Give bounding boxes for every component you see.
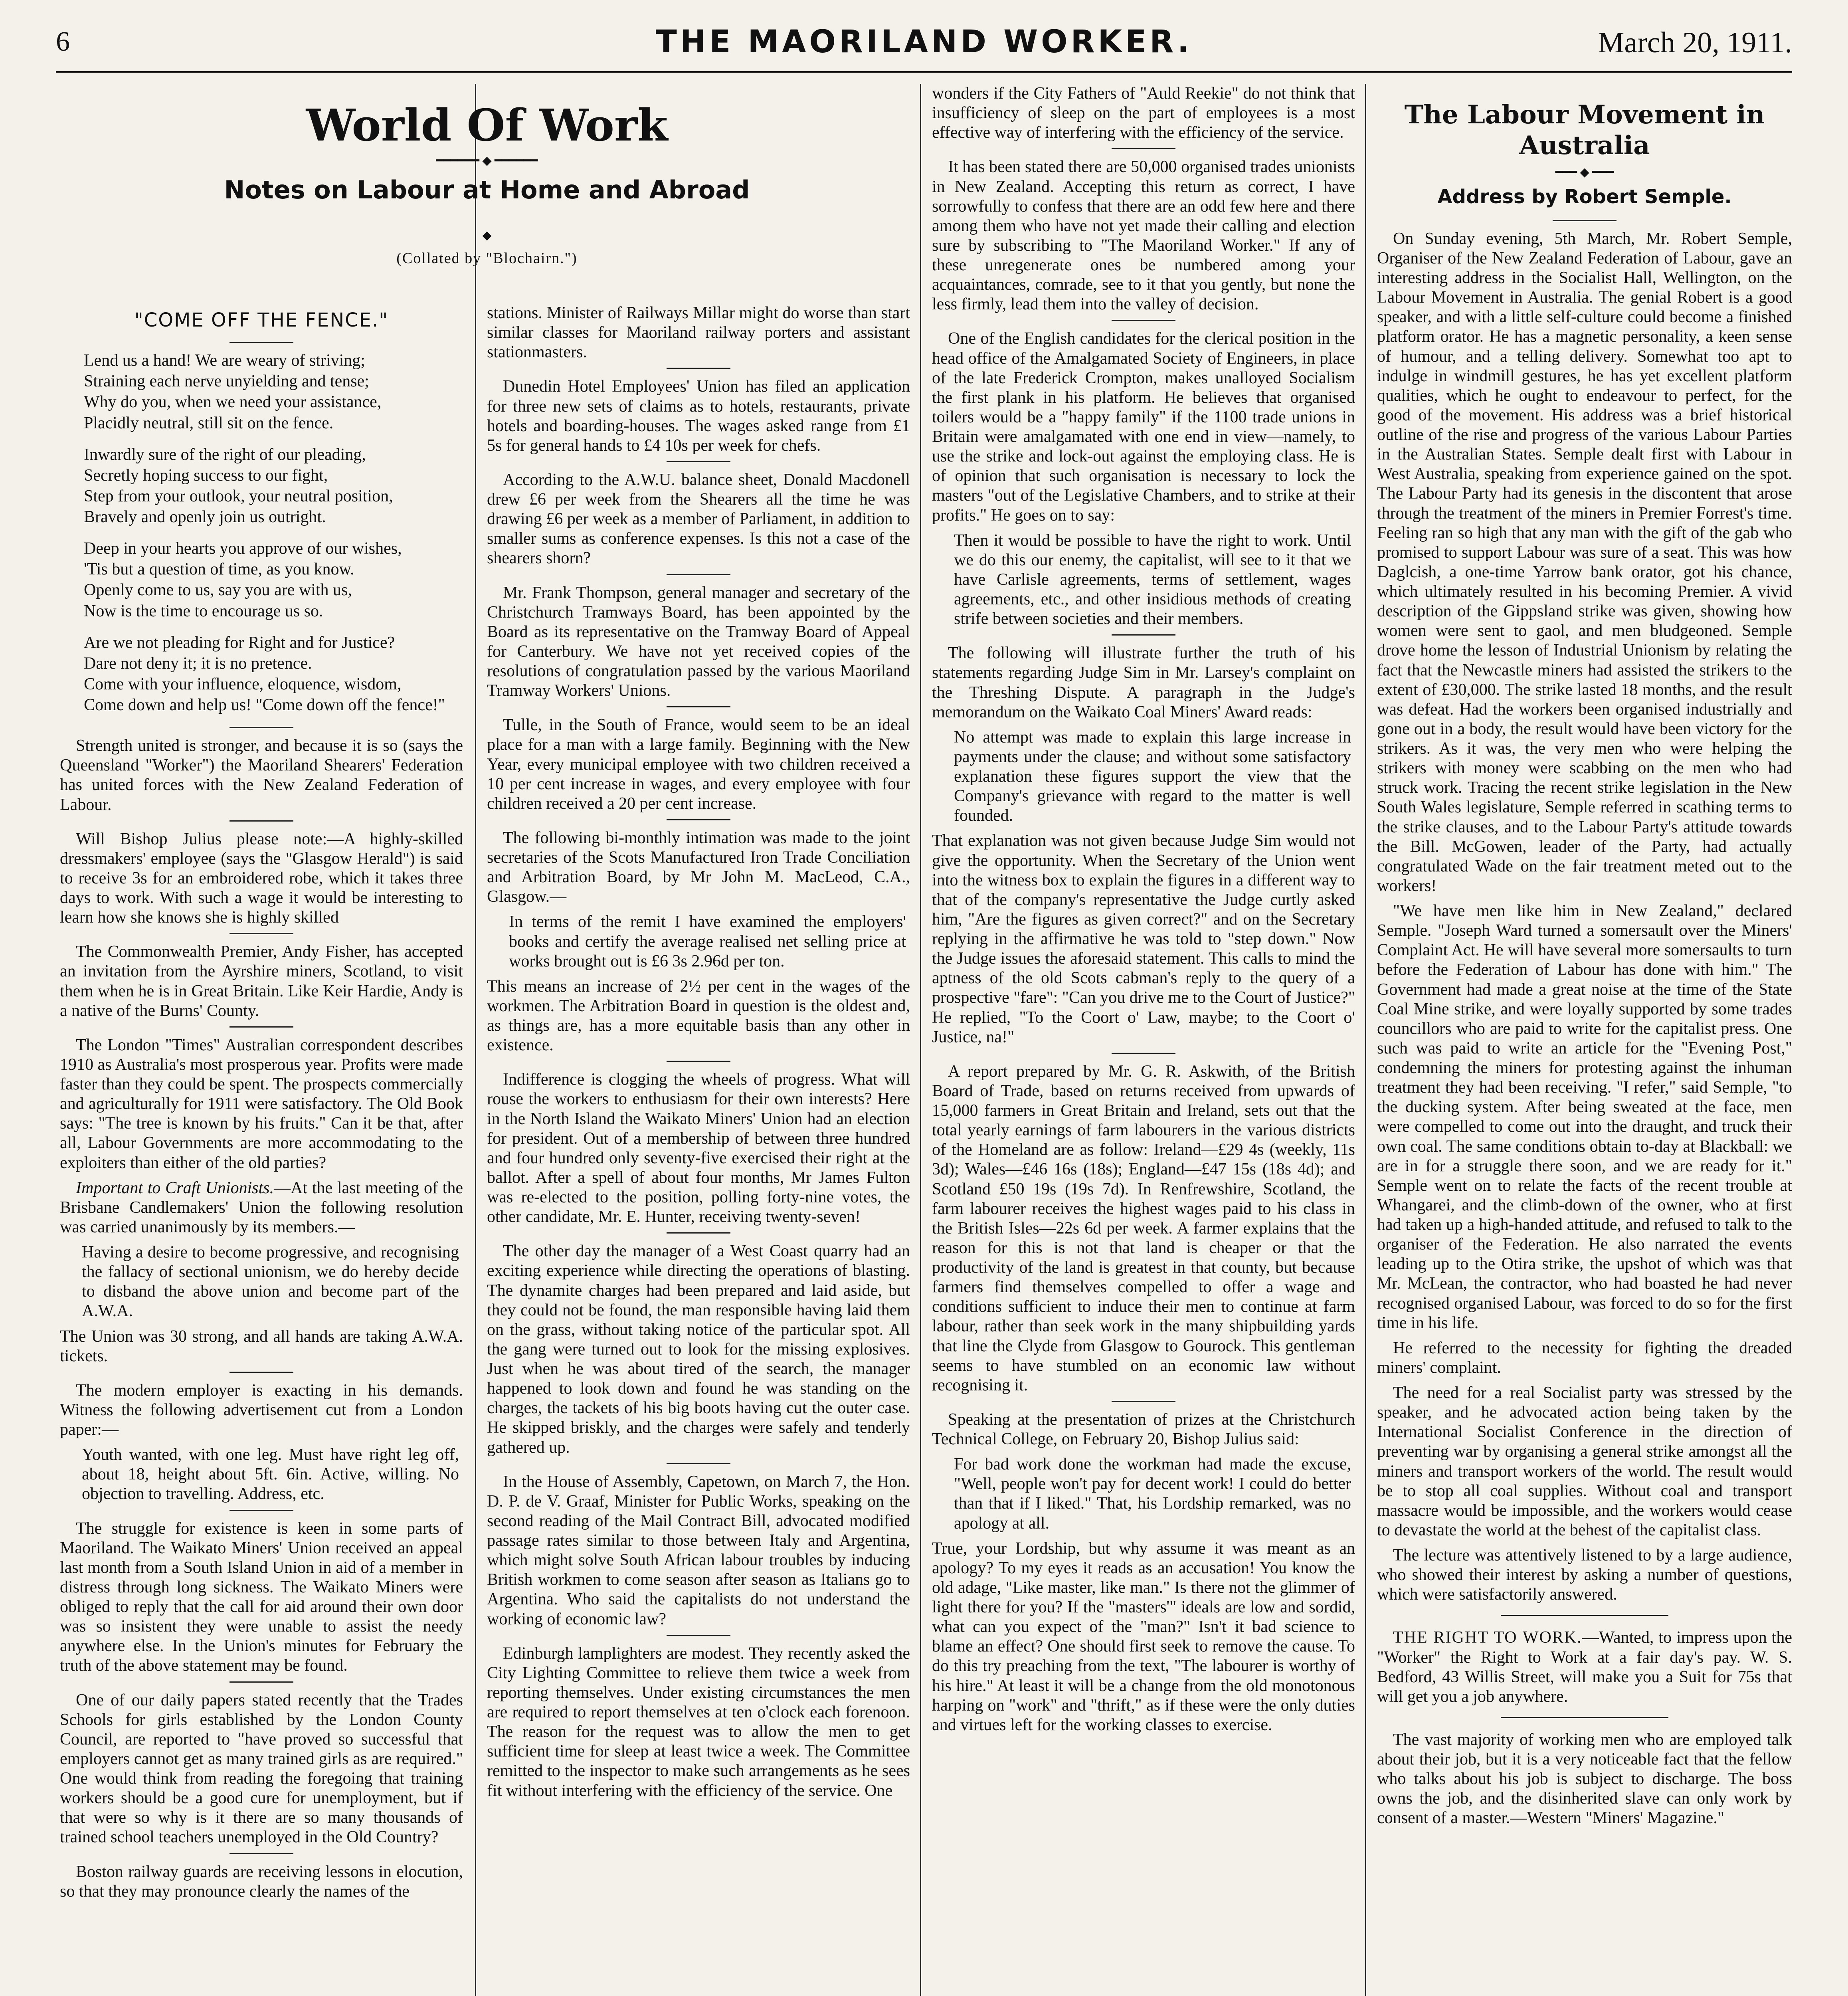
column-3 [932, 84, 1355, 1996]
news-item: In the House of Assembly, Capetown, on March 7, the Hon. D. P. de V. Graaf, Minister for Public Works, speaking on the second reading of the Mail Contract Bill, advocated modified passage rates similar to those between Italy and Argentina, which might solve South African labour troubles by inducing British workmen to come season after season as Italians go to Argentina. Who said the capitalists do not understand the working of economic law? [487, 1472, 910, 1628]
news-item: The London "Times" Australian correspondent describes 1910 as Australia's most prosperous year. Profits were made faster than they could be spent. The prospects commercially and agriculturally for 1911 were satisfactory. The Old Book says: "The tree is known by his fruits." Can it be that, after all, Labour Governments are more accommodating to the exploiters than either of the old parties? [60, 1036, 463, 1172]
divider [667, 461, 730, 462]
divider [1112, 320, 1175, 321]
news-item: The Union was 30 strong, and all hands are taking A.W.A. tickets. [60, 1327, 463, 1365]
quoted-advertisement: Youth wanted, with one leg. Must have right leg off, about 18, height about 5ft. 6in. Active, willing. No objection to travelling. Address, etc. [82, 1446, 459, 1503]
news-item: True, your Lordship, but why assume it was meant as an apology? To my eyes it reads as an accusation! You know the old adage, "Like master, like man." Is there not the glimmer of light there for you? If the "masters'" ideals are low and sordid, what can you expect of the "man?" Isn't it bad science to blame an effect? One should first seek to remove the cause. To do this try preaching from the text, "The labourer is worthy of his hire." At least it will be a change from the old monotonous harping on "work" and "thrift," as if these were the only duties and virtues left for the working classes to exercise. [932, 1539, 1355, 1734]
article-title: The Labour Movement in Australia [1404, 100, 1765, 160]
news-item: The following bi-monthly intimation was made to the joint secretaries of the Scots Manufactured Iron Trade Conciliation and Arbitration Board, by Mr John M. MacLeod, C.A., Glasgow.— [487, 828, 910, 906]
news-item: The following will illustrate further the truth of his statements regarding Judge Sim in Mr. Larsey's complaint on the Threshing Dispute. A paragraph in the Judge's memorandum on the Waikato Coal Miners' Award reads: [932, 644, 1355, 721]
news-item: One of the English candidates for the clerical position in the head office of the Amalgamated Society of Engineers, in place of the late Frederick Crompton, makes unalloyed Socialism the first plank in his platform. He believes that organised toilers would be a "happy family" if the 1100 trade unions in Britain were amalgamated with one end in view—namely, to use the strike and lock-out against the employing class. He is of opinion that such organisation is necessary to lock the masters "out of the Legislative Chambers, and to strike at their profits." He goes on to say: [932, 329, 1355, 525]
article-paragraph: "We have men like him in New Zealand," declared Semple. "Joseph Ward turned a somersault over the Miners' Complaint Act. He will have several more somersaults to turn before the Federation of Labour has done with him." The Government had made a great noise at the time of the State Coal Mine strike, and were loyally supported by some trades councillors who are paid to write for the capitalist press. One such was paid to write an article for the "Evening Post," condemning the miners for protesting against the inhuman treatment they had been receiving. "I refer," said Semple, "to the ducking system. After being sweated at the face, men were compelled to come out into the draught, and truck their own coal. The same conditions obtain to-day at Blackball: we are in for a struggle there soon, and we are ready for it." Semple went on to relate the facts of the recent trouble at Whangarei, and the climb-down of the owner, who at first had taken up a high-handed attitude, and refused to talk to the organiser of the Federation. He also narrated the events leading up to the Otira strike, the upshot of which was that Mr. McLean, the contractor, who had boasted he had never recognised organised Labour, was forced to do so for the first time in his life. [1377, 902, 1792, 1332]
page-number: 6 [56, 26, 70, 57]
column-1 [60, 303, 463, 1996]
divider [230, 933, 293, 934]
divider [667, 1061, 730, 1062]
divider [667, 1635, 730, 1636]
poem-line: Come with your influence, eloquence, wisdom, [84, 675, 402, 693]
poem-stanza [84, 351, 463, 433]
quoted-memorandum: No attempt was made to explain this large increase in payments under the clause; and without some satisfactory explanation these figures support the view that the Company's grievance with regard to the matter is well founded. [954, 728, 1351, 825]
poem-line: Step from your outlook, your neutral position, [84, 487, 393, 505]
article-subtitle: Notes on Labour at Home and Abroad [224, 175, 750, 204]
divider [1112, 634, 1175, 636]
news-item: The vast majority of working men who are employed talk about their job, but it is a very noticeable fact that the fellow who talks about his job is subject to discharge. The boss owns the job, and the disinherited slave can only work by consent of a master.—Western "Miners' Magazine." [1377, 1730, 1792, 1828]
poem-line: Lend us a hand! We are weary of striving; [84, 351, 365, 370]
quoted-resolution: Having a desire to become progressive, and recognising the fallacy of sectional unionism, we do hereby decide to disband the above union and become part of the A.W.A. [82, 1243, 459, 1321]
news-item: Mr. Frank Thompson, general manager and secretary of the Christchurch Tramways Board, has been appointed by the Board as its representative on the Tramway Board of Appeal for Canterbury. We have not yet received copies of the resolutions of congratulation passed by the various Maoriland Tramway Workers' Unions. [487, 583, 910, 700]
ornament: ◆ [482, 229, 492, 242]
divider [1501, 1717, 1668, 1718]
news-item: The Commonwealth Premier, Andy Fisher, has accepted an invitation from the Ayrshire miners, Scotland, to visit them when he is in Great Britain. Like Keir Hardie, Andy is a native of the Burns' County. [60, 943, 463, 1020]
masthead-rule [56, 71, 1792, 73]
divider [667, 706, 730, 707]
divider [1112, 1053, 1175, 1054]
divider [1501, 1615, 1668, 1616]
poem-line: Deep in your hearts you approve of our wishes, [84, 539, 402, 558]
poem-line: Are we not pleading for Right and for Justice? [84, 633, 395, 652]
divider [667, 1463, 730, 1464]
news-item: The modern employer is exacting in his demands. Witness the following advertisement cut from a London paper:— [60, 1381, 463, 1439]
world-of-work-heading [60, 84, 914, 307]
poem-line: Placidly neutral, still sit on the fence. [84, 414, 334, 432]
item-text: —At the last meeting of the Brisbane Candlemakers' Union the following resolution was carried unanimously by its members.— [60, 1178, 463, 1236]
article-paragraph: He referred to the necessity for fighting the dreaded miners' complaint. [1377, 1339, 1792, 1377]
poem-line: Inwardly sure of the right of our pleading, [84, 445, 366, 464]
paper-name: THE MAORILAND WORKER. [655, 24, 1193, 60]
article-subtitle: Address by Robert Semple. [1437, 185, 1732, 208]
divider [1112, 1401, 1175, 1402]
poem-line: Dare not deny it; it is no pretence. [84, 654, 312, 673]
poem-line: 'Tis but a question of time, as you know. [84, 560, 354, 579]
article-paragraph: The lecture was attentively listened to by a large audience, who showed their interest by asking a number of questions, which were satisfactorily answered. [1377, 1546, 1792, 1604]
ornament: ━━━ ◆ ━━━ [1555, 165, 1614, 179]
poem-line: Secretly hoping success to our fight, [84, 466, 328, 485]
news-item: Boston railway guards are receiving lessons in elocution, so that they may pronounce clearly the names of the [60, 1862, 463, 1901]
news-item: According to the A.W.U. balance sheet, Donald Macdonell drew £6 per week from the Shearers all the time he was drawing £6 per week as a member of Parliament, in addition to smaller sums as conference expenses. Is this not a case of the shearers shorn? [487, 470, 910, 568]
news-item: A report prepared by Mr. G. R. Askwith, of the British Board of Trade, based on returns received from upwards of 15,000 farmers in Great Britain and Ireland, sets out that the total yearly earnings of farm labourers in the various districts of the Homeland are as follow: Ireland—£29 4s (weekly, 11s 3d); Wales—£46 16s (18s); England—£47 15s (18s 4d); and Scotland £50 19s (19s 7d). In Renfrewshire, Scotland, the farm labourer receives the highest wages paid to his class in the British Isles—22s 6d per week. A farmer explains that the reason for this is not that land is cheaper or that the productivity of the land is greatest in that county, but because farmers find themselves compelled to offer a wage and conditions sufficient to induce their men to continue at farm labour, rather than seek work in the many shipbuilding yards that line the Clyde from Glasgow to Gourock. This gentleman seems to have stumbled on an economic law without recognising it. [932, 1062, 1355, 1394]
divider [230, 1372, 293, 1373]
column-rule [475, 84, 476, 1996]
divider [667, 368, 730, 369]
poem-stanza [84, 445, 463, 527]
news-item: The struggle for existence is keen in some parts of Maoriland. The Waikato Miners' Union received an appeal last month from a South Island Union in aid of a member in distress through long sickness. The Waikato Miners were obliged to reply that the call for aid around their own door was so insistent they were unable to assist the needy anywhere else. In the Union's minutes for February the truth of the above statement may be found. [60, 1519, 463, 1675]
column-2 [487, 303, 910, 1996]
divider [667, 1232, 730, 1234]
news-item: It has been stated there are 50,000 organised trades unionists in New Zealand. Accepting this return as correct, I have sorrowfully to confess that there are an odd few here and there among them who have not yet made their calling and election sure by subscribing to "The Maoriland Worker." If any of these unregenerate ones be numbered among your acquaintances, comrade, see to it that you gently, but none the less firmly, lead them into the valley of decision. [932, 158, 1355, 314]
poem-stanza [84, 539, 463, 621]
news-item: This means an increase of 2½ per cent in the wages of the workmen. The Arbitration Board in question is the oldest and, as things are, has a more equitable basis than any other in existence. [487, 977, 910, 1055]
divider [1112, 148, 1175, 149]
divider [230, 342, 293, 343]
divider [230, 820, 293, 822]
poem-stanza [84, 633, 463, 715]
article-title: World Of Work [306, 99, 668, 151]
divider [667, 574, 730, 575]
poem-line: Straining each nerve unyielding and tense; [84, 372, 369, 391]
news-item: Tulle, in the South of France, would seem to be an ideal place for a man with a large family. Beginning with the New Year, every municipal employee with two children received a 10 per cent increase in wages, and every employee with four children received a 20 per cent increase. [487, 716, 910, 813]
quoted-intimation: In terms of the remit I have examined the employers' books and certify the average realised net selling price at works brought out is £6 3s 2.96d per ton. [509, 913, 906, 970]
divider [230, 1510, 293, 1511]
divider [230, 1681, 293, 1683]
news-item [60, 1178, 463, 1237]
column-4 [1377, 84, 1792, 1996]
issue-date: March 20, 1911. [1598, 26, 1792, 59]
ad-lead: THE RIGHT TO WORK. [1393, 1628, 1582, 1647]
divider [1553, 220, 1617, 221]
news-item: That explanation was not given because Judge Sim would not give the opportunity. When the Secretary of the Union went into the witness box to explain the figures in a different way to that of the company's representative the Judge curtly asked him, "Are the figures as given correct?" and on the Secretary replying in the affirmative he was told to "step down." Now the Judge issues the aforesaid statement. This calls to mind the aptness of the old Scots cabman's reply to the query of a prospective "fare": "Can you drive me to the Court of Justice?" He replied, "To the Coort o' Law, maybe; to the Coort o' Justice, na!" [932, 832, 1355, 1046]
divider [230, 1853, 293, 1854]
news-item: Indifference is clogging the wheels of progress. What will rouse the workers to enthusiasm for their own interests? Here in the North Island the Waikato Miners' Union had an election for president. Out of a membership of between three hundred and four hundred only seventy-five exercised their right at the ballot. After a spell of about four months, Mr James Fulton was re-elected to the position, polling forty-nine votes, the other candidate, Mr. E. Hunter, receiving twenty-seven! [487, 1070, 910, 1226]
news-item: Will Bishop Julius please note:—A highly-skilled dressmakers' employee (says the "Glasgow Herald") is said to receive 3s for an embroidered robe, which it takes three days to work. With such a wage it would be interesting to learn how she knows she is highly skilled [60, 830, 463, 927]
poem-title: "COME OFF THE FENCE." [134, 309, 389, 331]
poem-line: Why do you, when we need your assistance, [84, 393, 382, 412]
news-item: stations. Minister of Railways Millar might do worse than start similar classes for Maoriland railway porters and assistant stationmasters. [487, 304, 910, 362]
advertisement [1377, 1628, 1792, 1707]
article-paragraph: The need for a real Socialist party was stressed by the speaker, and he advocated action being taken by the International Socialist Conference in the direction of preventing war by organising a general strike amongst all the miners and transport workers of the world. The result would be to stop all coal supplies. Without coal and transport massacre would be impossible, and the workers would cease to devastate the world at the behest of the capitalist class. [1377, 1384, 1792, 1539]
news-item: The other day the manager of a West Coast quarry had an exciting experience while directing the operations of blasting. The dynamite charges had been prepared and laid aside, but they could not be found, the man responsible having laid them on the grass, without taking notice of the particular spot. All the gang were turned out to look for the missing explosives. Just when he was about tired of the search, the manager happened to look down and found he was standing on the charges, the tackets of his big boots having cut the outer case. He skipped briskly, and the charges were safely and tenderly gathered up. [487, 1242, 910, 1457]
masthead [0, 0, 1848, 68]
quoted-passage: Then it would be possible to have the right to work. Until we do this our enemy, the capitalist, will see to it that we have Carlisle agreements, terms of settlement, wages agreements, etc., and other insidious methods of creating strife between societies and their members. [954, 531, 1351, 628]
news-item: wonders if the City Fathers of "Auld Reekie" do not think that insufficiency of sleep on the part of employees is a most effective way of interfering with the efficiency of the service. [932, 84, 1355, 142]
byline: (Collated by "Blochairn.") [396, 250, 578, 267]
item-lead: Important to Craft Unionists. [76, 1178, 274, 1197]
poem-line: Now is the time to encourage us so. [84, 602, 323, 620]
divider [667, 819, 730, 820]
column-rule [1365, 84, 1366, 1996]
ad-text: —Wanted, to impress upon the "Worker" the Right to Work at a fair day's pay. W. S. Bedford, 43 Willis Street, will make you a Suit for 75s that will get you a job anywhere. [1377, 1628, 1792, 1706]
column-rule [920, 84, 921, 1996]
divider [230, 1026, 293, 1028]
news-item: Edinburgh lamplighters are modest. They recently asked the City Lighting Committee to relieve them twice a week from reporting themselves. Under existing circumstances the men are required to report themselves at ten o'clock each forenoon. The reason for the request was to allow the men to get sufficient time for sleep at least twice a week. The Committee remitted to the inspector to make such arrangements as he sees fit without interfering with the efficiency of the service. One [487, 1644, 910, 1800]
divider [230, 727, 293, 728]
news-item: Dunedin Hotel Employees' Union has filed an application for three new sets of claims as to hotels, restaurants, private hotels and boarding-houses. The wages asked range from £1 5s for general hands to £4 10s per week for chefs. [487, 377, 910, 455]
poem-line: Come down and help us! "Come down off the fence!" [84, 696, 445, 715]
news-item: Strength united is stronger, and because it is so (says the Queensland "Worker") the Maoriland Shearers' Federation has united forces with the New Zealand Federation of Labour. [60, 737, 463, 814]
news-item: One of our daily papers stated recently that the Trades Schools for girls established by the London County Council, are reported to "have proved so successful that employers cannot get as many trained girls as are required." One would think from reading the foregoing that training workers should be a good cure for unemployment, but if that were so why is it there are so many thousands of trained school teachers unemployed in the Old Country? [60, 1691, 463, 1847]
news-item: Speaking at the presentation of prizes at the Christchurch Technical College, on February 20, Bishop Julius said: [932, 1410, 1355, 1448]
poem-line: Bravely and openly join us outright. [84, 508, 326, 527]
poem-line: Openly come to us, say you are with us, [84, 581, 352, 600]
article-paragraph: On Sunday evening, 5th March, Mr. Robert Semple, Organiser of the New Zealand Federation of Labour, gave an interesting address in the Socialist Hall, Wellington, on the Labour Movement in Australia. The genial Robert is a good speaker, and with a little self-culture could become a finished platform orator. He has a magnetic personality, a keen sense of humour, and a telling delivery. Somewhat too apt to indulge in windmill gestures, he has yet excellent platform qualities, which he ought to endeavour to perfect, for the good of the movement. His address was a brief historical outline of the rise and progress of the various Labour Parties in the Australian States. Semple dealt first with Labour in West Australia, speaking from experience gained on the spot. The Labour Party had its genesis in the discontent that arose through the treatment of the miners in Premier Forrest's time. Feeling ran so high that any man with the gift of the gab who promised to support Labour was sure of a seat. This was how Daglcish, a one-time Yarrow bank orator, got his chance, which ultimately resulted in his becoming Premier. A vivid description of the Gippsland strike was given, showing how women were sent to gaol, and men bludgeoned. Semple drove home the lesson of Industrial Unionism by relating the fact that the Newcastle miners had assisted the strikers to the extent of £30,000. The strike lasted 18 months, and the result was defeat. Had the workers been organised industrially and gone out in a body, the result would have been victory for the strikers. As it was, the very men who were helping the strikers with money were scabbing on the men who had struck work. Tracing the recent strike legislation in the New South Wales legislature, Semple referred in scathing terms to the strike clauses, and to the Labour Party's attitude towards the Bill. McGowen, leader of the Party, had actually congratulated Wade on the fair treatment meted out to the workers! [1377, 229, 1792, 895]
ornament: ━━━━━━ ◆ ━━━━━━ [436, 154, 538, 167]
quoted-speech: For bad work done the workman had made the excuse, "Well, people won't pay for decent work! I could do better than that if I liked." That, his Lordship remarked, was no apology at all. [954, 1455, 1351, 1533]
